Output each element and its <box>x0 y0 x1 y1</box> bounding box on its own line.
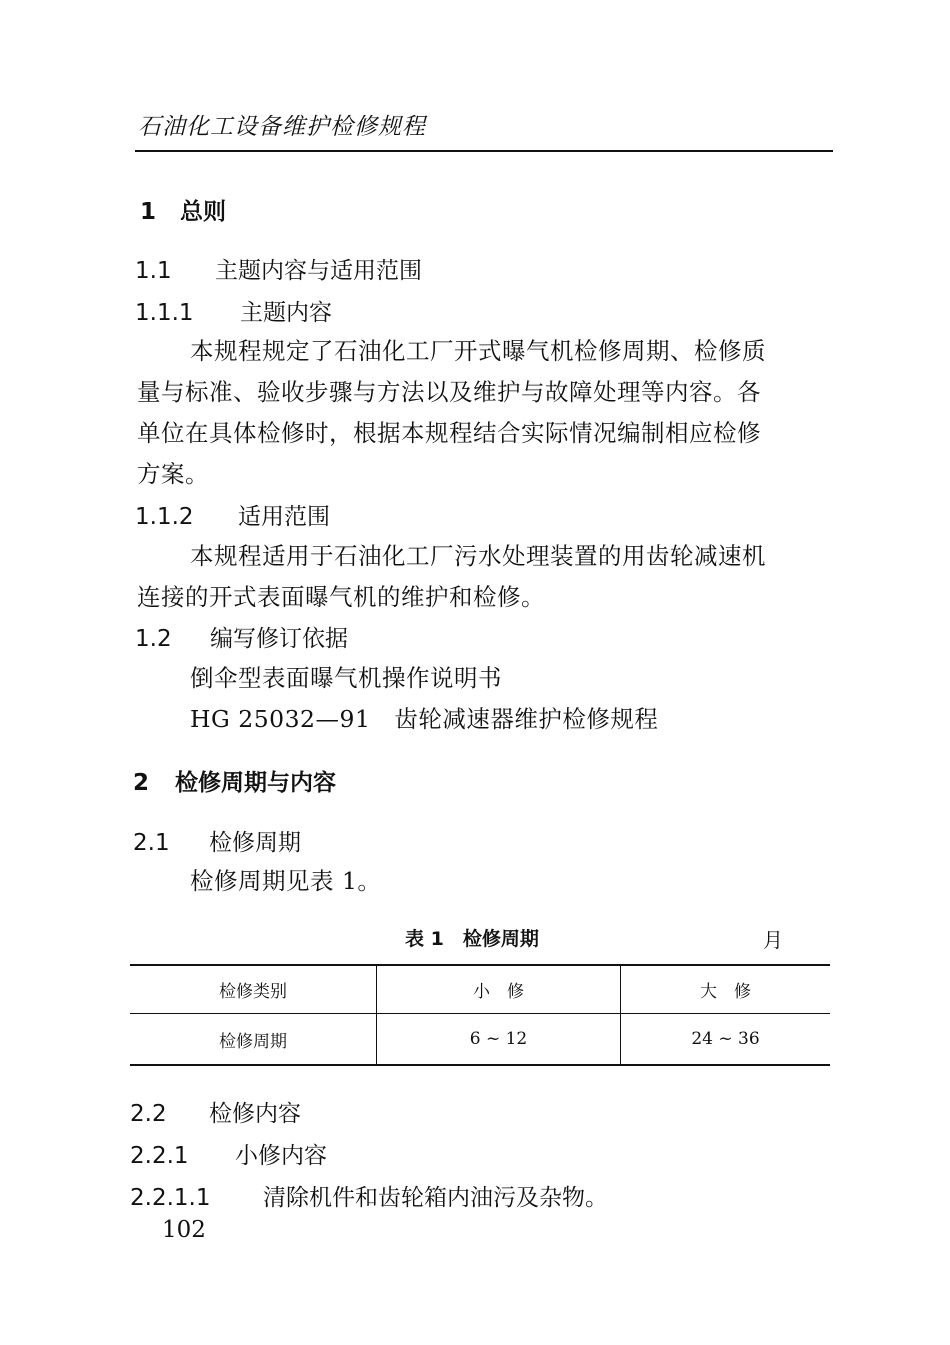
section-number: 2 <box>133 770 150 796</box>
section-1-1-1-heading <box>135 294 332 327</box>
section-number: 1.1.1 <box>135 300 194 326</box>
section-2-1-heading <box>133 824 301 857</box>
table-cell: 24 ~ 36 <box>691 1029 760 1049</box>
section-title: 编写修订依据 <box>210 626 348 652</box>
table-header-cell: 小 修 <box>473 982 524 1002</box>
table-cell: 检修周期 <box>219 1031 287 1052</box>
section-2-2-heading <box>130 1095 301 1128</box>
section-title: 小修内容 <box>235 1143 327 1169</box>
section-1-1-heading <box>135 252 422 285</box>
section-number: 2.2 <box>130 1101 167 1127</box>
section-2-heading <box>133 764 336 797</box>
paragraph-line: 连接的开式表面曝气机的维护和检修。 <box>137 583 545 611</box>
section-1-1-2-heading <box>135 498 330 531</box>
table-bottom-rule <box>130 1064 830 1066</box>
section-title: 检修周期与内容 <box>175 770 336 796</box>
section-number: 2.2.1.1 <box>130 1185 211 1211</box>
section-number: 2.1 <box>133 830 170 856</box>
section-2-2-1-1-heading <box>130 1179 608 1212</box>
section-title: 适用范围 <box>238 504 330 530</box>
section-title: 清除机件和齿轮箱内油污及杂物。 <box>263 1185 608 1211</box>
section-title: 总则 <box>180 199 226 225</box>
reference-item: 倒伞型表面曝气机操作说明书 <box>190 664 502 692</box>
reference-item: HG 25032—91 齿轮减速器维护检修规程 <box>190 705 659 733</box>
paragraph-line: 单位在具体检修时，根据本规程结合实际情况编制相应检修 <box>137 419 761 447</box>
section-2-2-1-heading <box>130 1137 327 1170</box>
section-title: 主题内容与适用范围 <box>215 258 422 284</box>
section-number: 1.1.2 <box>135 504 194 530</box>
paragraph-line: 本规程规定了石油化工厂开式曝气机检修周期、检修质 <box>190 337 766 365</box>
section-number: 1.1 <box>135 258 172 284</box>
table-unit: 月 <box>763 928 783 952</box>
table-title: 表 1 检修周期 <box>405 928 539 950</box>
section-number: 1.2 <box>135 626 172 652</box>
paragraph-line: 本规程适用于石油化工厂污水处理装置的用齿轮减速机 <box>190 542 766 570</box>
section-1-heading <box>140 193 226 226</box>
section-1-2-heading <box>135 620 348 653</box>
section-number: 1 <box>140 199 157 225</box>
page-number: 102 <box>162 1217 206 1243</box>
table-header-cell: 检修类别 <box>219 982 287 1002</box>
table-cell: 6 ~ 12 <box>469 1029 528 1049</box>
paragraph-line: 方案。 <box>137 460 209 488</box>
section-title: 主题内容 <box>240 300 332 326</box>
section-title: 检修周期 <box>209 830 301 856</box>
section-number: 2.2.1 <box>130 1143 189 1169</box>
section-title: 检修内容 <box>209 1101 301 1127</box>
table-header-cell: 大 修 <box>700 982 751 1002</box>
paragraph-line: 量与标准、验收步骤与方法以及维护与故障处理等内容。各 <box>137 378 761 406</box>
running-header: 石油化工设备维护检修规程 <box>138 114 426 140</box>
header-rule <box>135 150 833 152</box>
paragraph-line: 检修周期见表 1。 <box>190 867 382 895</box>
